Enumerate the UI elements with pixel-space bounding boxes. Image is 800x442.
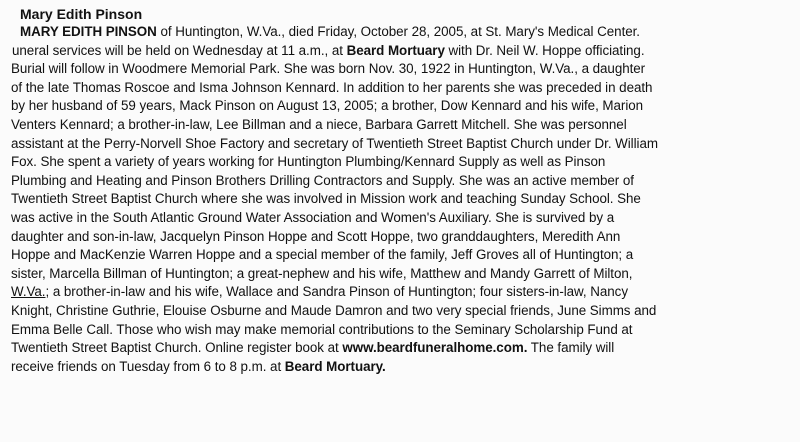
obituary-text-run: sister, Marcella Billman of Huntington; a great-nephew and his wife, Matthew and Mandy Garrett of Milton, — [11, 265, 633, 281]
obituary-line — [0, 209, 800, 228]
obituary-text-run: Knight, Christine Guthrie, Elouise Osburne and Maude Damron and two very special friends, June Simms and — [11, 302, 657, 318]
obituary-line — [0, 339, 800, 358]
bold-text: Beard Mortuary. — [284, 358, 386, 374]
obituary-line — [0, 283, 800, 302]
obituary-text-run: Twentieth Street Baptist Church where she was involved in Mission work and teaching Sunday School. She — [11, 191, 641, 207]
obituary-line — [0, 321, 800, 340]
obituary-line — [0, 42, 800, 61]
obituary-text-run: Venters Kennard; a brother-in-law, Lee Billman and a niece, Barbara Garrett Mitchell. She was personnel — [11, 116, 627, 132]
obituary-text-run: daughter and son-in-law, Jacquelyn Pinson Hoppe and Scott Hoppe, two granddaughters, Meredith Ann — [11, 228, 621, 244]
obituary-text-run: assistant at the Perry-Norvell Shoe Factory and secretary of Twentieth Street Baptist Church under Dr. William — [11, 135, 658, 151]
obituary-line — [0, 97, 800, 116]
obituary-line — [0, 153, 800, 172]
obituary-line — [0, 246, 800, 265]
obituary-text-run: Burial will follow in Woodmere Memorial Park. She was born Nov. 30, 1922 in Huntington, W.Va., a daughter — [11, 61, 646, 77]
obituary-text-run: ; a brother-in-law and his wife, Wallace and Sandra Pinson of Huntington; four sisters-in-law, Nancy — [45, 284, 628, 300]
obituary-text-run: with Dr. Neil W. Hoppe officiating. — [444, 42, 645, 58]
bold-text: www.beardfuneralhome.com. — [342, 340, 528, 356]
obituary-line — [0, 228, 800, 247]
obituary-line — [0, 23, 800, 42]
obituary-text-run: Hoppe and MacKenzie Warren Hoppe and a special member of the family, Jeff Groves all of Huntington; a — [11, 247, 634, 263]
obituary-text-run: Fox. She spent a variety of years working for Huntington Plumbing/Kennard Supply as well as Pinson — [11, 154, 606, 170]
obituary-line — [0, 302, 800, 321]
bold-text: MARY EDITH PINSON — [20, 24, 157, 39]
obituary-line — [0, 190, 800, 209]
obituary-line — [0, 135, 800, 154]
obituary-text — [0, 23, 800, 376]
obituary-text-run: The family will — [527, 340, 615, 356]
obituary-line — [0, 358, 800, 377]
obituary-heading: Mary Edith Pinson — [20, 6, 143, 22]
obituary-text-run: uneral services will be held on Wednesday at 11 a.m., at — [12, 42, 347, 58]
underlined-text: W.Va. — [11, 284, 46, 300]
obituary-text-run: was active in the South Atlantic Ground Water Association and Women's Auxiliary. She is survived by a — [11, 209, 615, 225]
obituary-line — [0, 116, 800, 135]
obituary-text-run: of the late Thomas Roscoe and Isma Johnson Kennard. In addition to her parents she was preceded in death — [11, 79, 653, 95]
obituary-text-run: receive friends on Tuesday from 6 to 8 p.m. at — [11, 358, 285, 374]
obituary-text-run: by her husband of 59 years, Mack Pinson on August 13, 2005; a brother, Dow Kennard and his wife, Marion — [11, 98, 644, 114]
obituary-text-run: of Huntington, W.Va., died Friday, October 28, 2005, at St. Mary's Medical Center. — [156, 24, 640, 39]
obituary-line — [0, 79, 800, 98]
obituary-text-run: Emma Belle Call. Those who wish may make memorial contributions to the Seminary Scholarship Fund at — [11, 321, 633, 337]
bold-text: Beard Mortuary — [346, 42, 445, 58]
obituary-text-run: Twentieth Street Baptist Church. Online register book at — [11, 340, 343, 356]
obituary-line — [0, 172, 800, 191]
obituary-line — [0, 60, 800, 79]
obituary-text-run: Plumbing and Heating and Pinson Brothers Drilling Contractors and Supply. She was an active member of — [11, 172, 634, 188]
obituary-line — [0, 265, 800, 284]
